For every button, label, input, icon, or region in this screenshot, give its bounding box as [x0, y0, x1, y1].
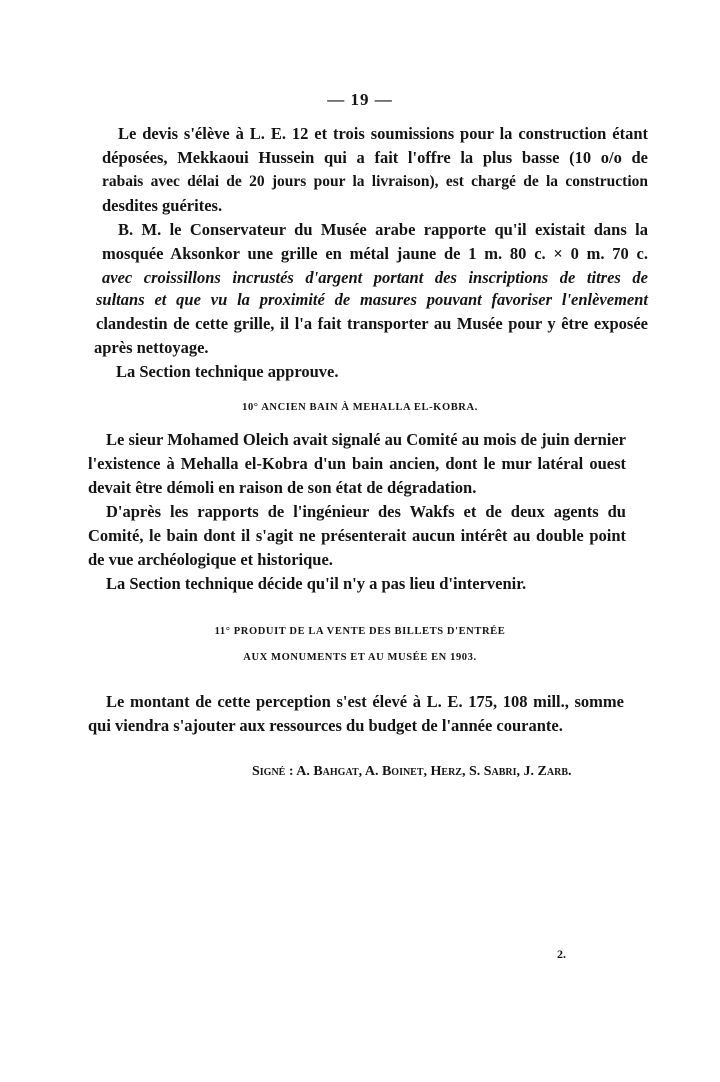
devis-line-2: déposées, Mekkaoui Hussein qui a fait l'offre la plus basse (10 o/o de: [102, 148, 648, 167]
section-11-line-2: qui viendra s'ajouter aux ressources du budget de l'année courante.: [88, 716, 563, 735]
conservateur-conclusion: La Section technique approuve.: [116, 362, 339, 381]
section-10-line-4: D'après les rapports de l'ingénieur des Wakfs et de deux agents du: [106, 502, 626, 521]
conservateur-line-5: clandestin de cette grille, il l'a fait transporter au Musée pour y être exposée: [96, 314, 648, 333]
section-10-line-5: Comité, le bain dont il s'agit ne présenterait aucun intérêt au double point: [88, 526, 626, 545]
section-11-heading-line-2: AUX MONUMENTS ET AU MUSÉE EN 1903.: [243, 652, 477, 663]
section-10-line-1: Le sieur Mohamed Oleich avait signalé au Comité au mois de juin dernier: [106, 430, 626, 449]
conservateur-line-4: sultans et que vu la proximité de masures pouvant favoriser l'enlèvement: [96, 290, 648, 309]
section-10-heading: 10° ANCIEN BAIN À MEHALLA EL-KOBRA.: [242, 402, 478, 413]
section-10-line-7: La Section technique décide qu'il n'y a pas lieu d'intervenir.: [106, 574, 527, 593]
devis-line-3: rabais avec délai de 20 jours pour la livraison), est chargé de la construction: [102, 173, 648, 190]
section-10-line-3: devait être démoli en raison de son état de dégradation.: [88, 478, 477, 497]
conservateur-line-6: après nettoyage.: [94, 338, 209, 357]
conservateur-line-1: B. M. le Conservateur du Musée arabe rapporte qu'il existait dans la: [118, 220, 648, 239]
section-11-line-1: Le montant de cette perception s'est élevé à L. E. 175, 108 mill., somme: [106, 692, 624, 711]
section-10-line-6: de vue archéologique et historique.: [88, 550, 333, 569]
devis-line-4: desdites guérites.: [102, 196, 223, 215]
signature-mark: 2.: [557, 947, 566, 961]
conservateur-line-3: avec croissillons incrustés d'argent portant des inscriptions de titres de: [102, 268, 648, 287]
signature-line: Signé : A. Bahgat, A. Boinet, Herz, S. Sabri, J. Zarb.: [252, 764, 572, 779]
conservateur-line-2: mosquée Aksonkor une grille en métal jaune de 1 m. 80 c. × 0 m. 70 c.: [102, 244, 648, 263]
section-10-line-2: l'existence à Mehalla el-Kobra d'un bain ancien, dont le mur latéral ouest: [88, 454, 626, 473]
section-11-heading-line-1: 11° PRODUIT DE LA VENTE DES BILLETS D'ENTRÉE: [214, 626, 506, 637]
page-number: — 19 —: [327, 90, 393, 109]
devis-line-1: Le devis s'élève à L. E. 12 et trois soumissions pour la construction étant: [118, 124, 648, 143]
